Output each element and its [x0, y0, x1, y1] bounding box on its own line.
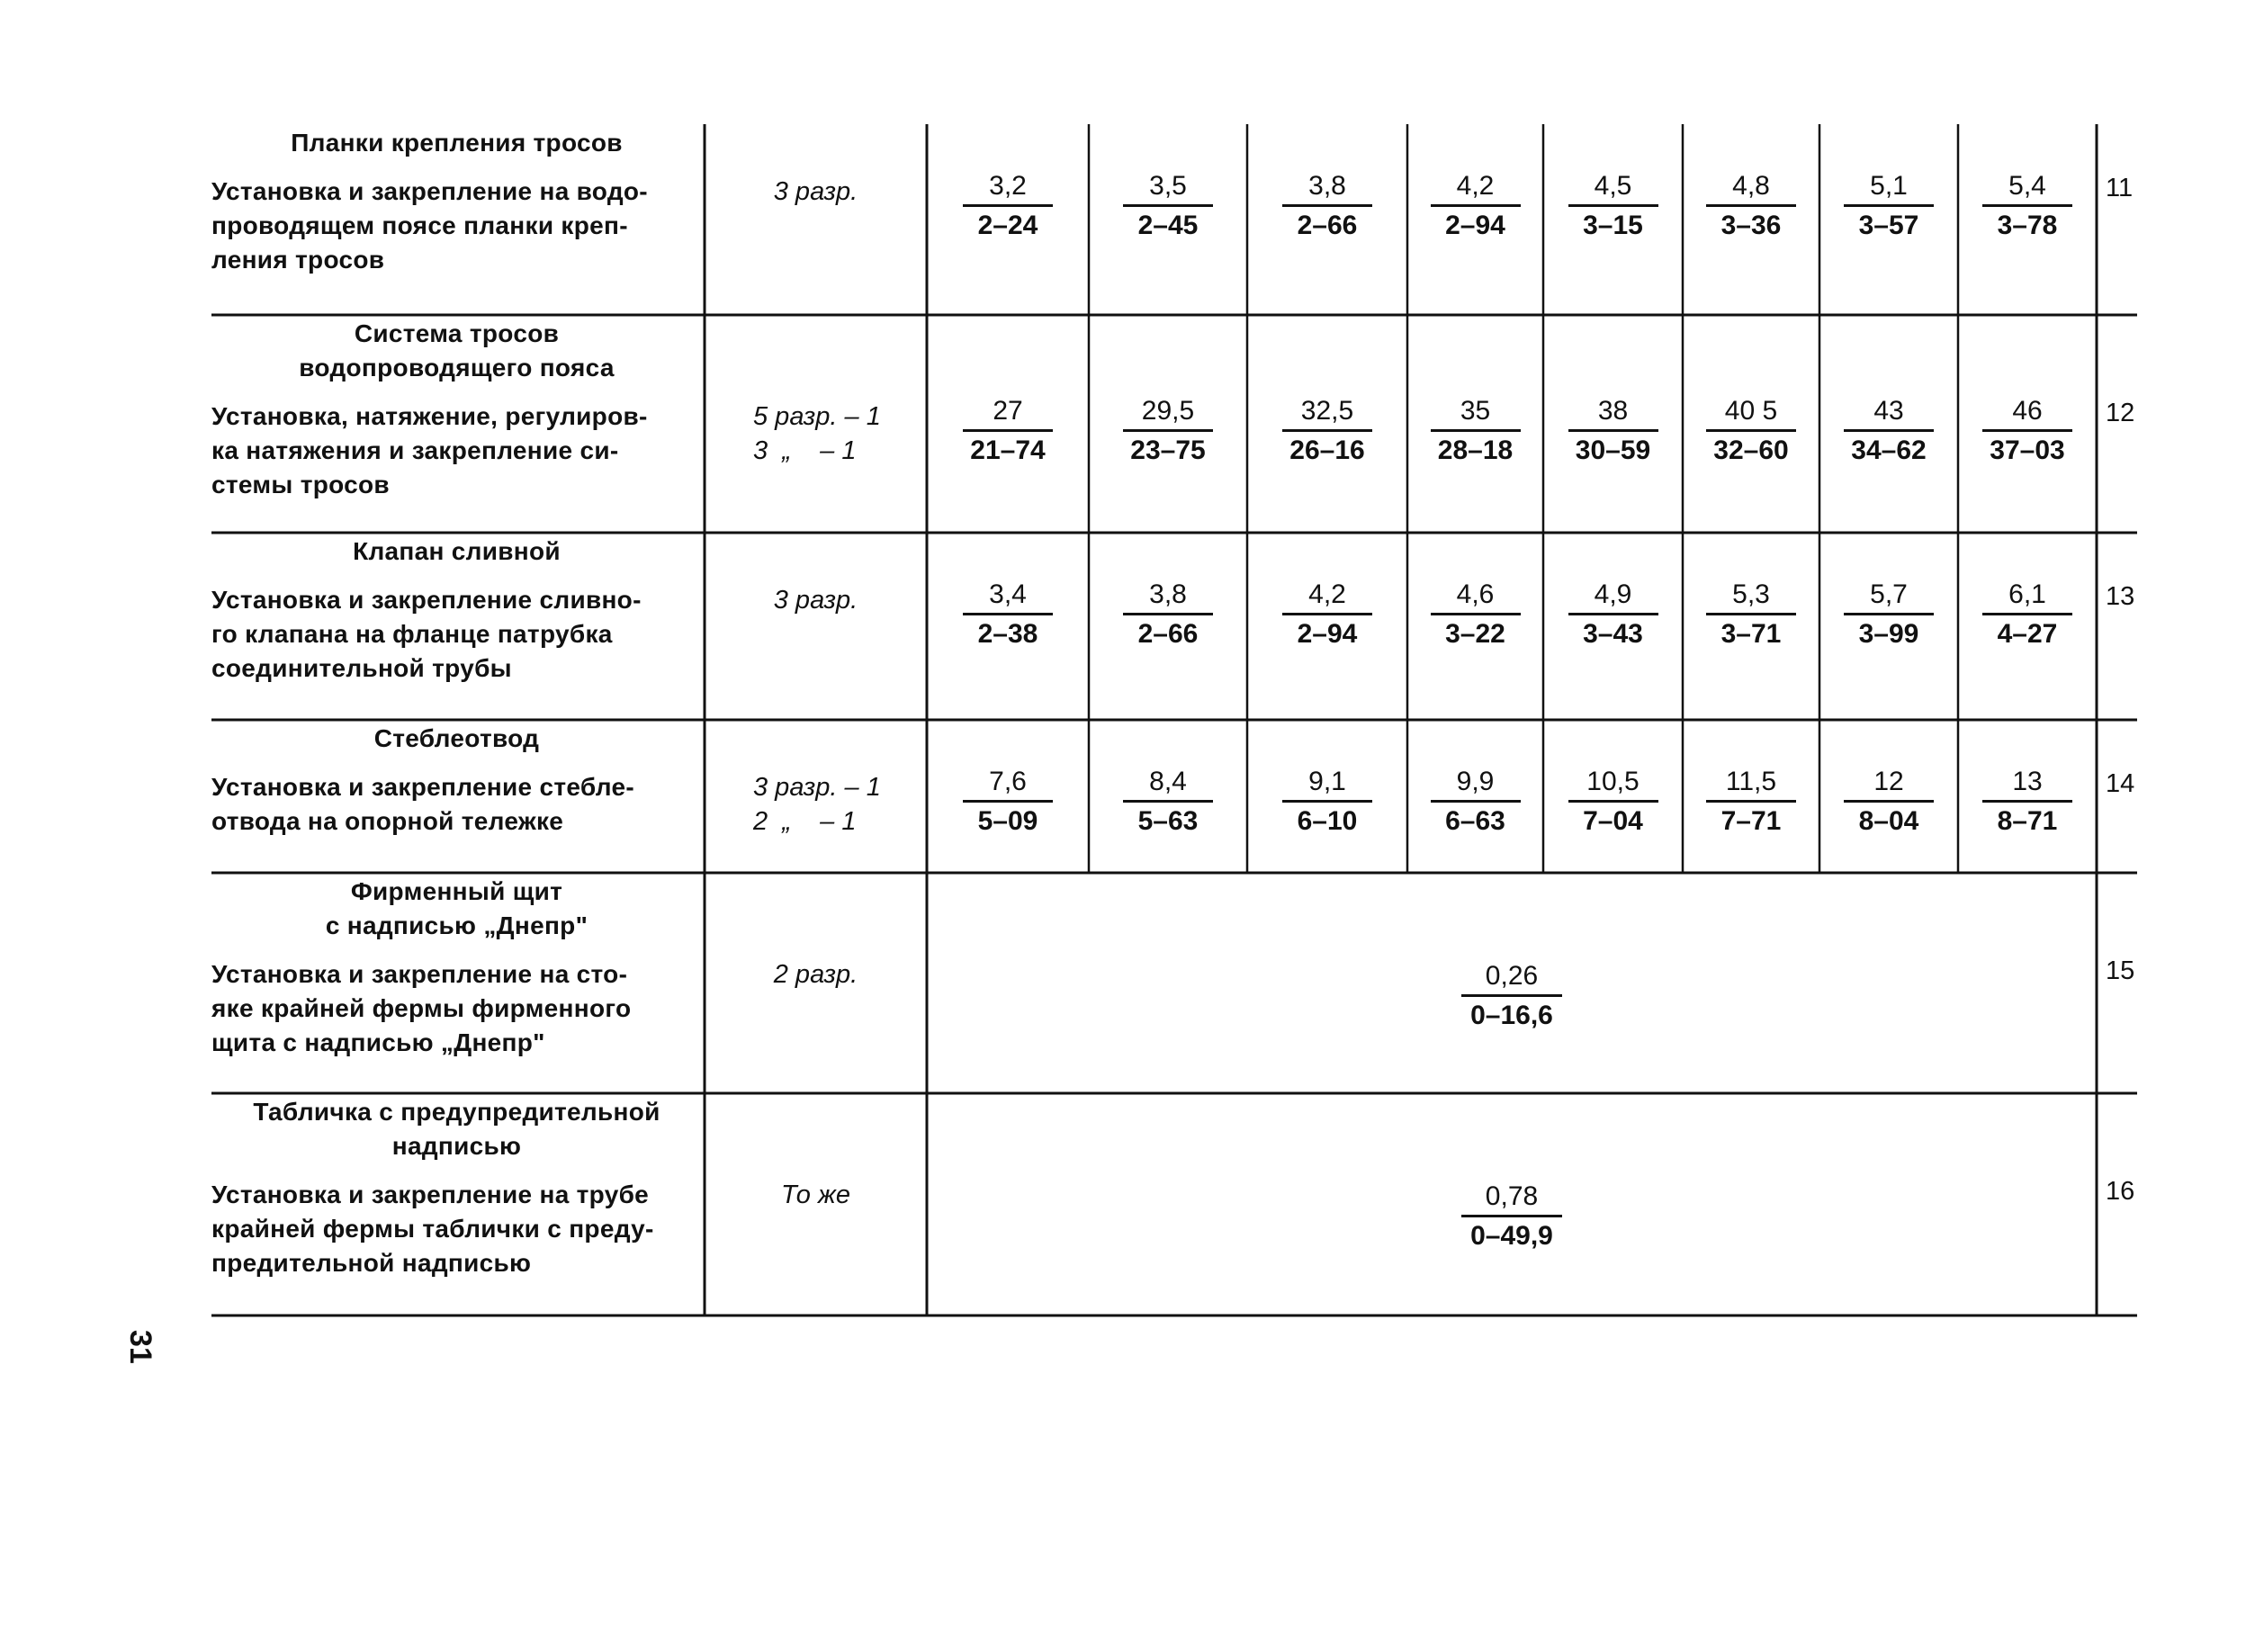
value-denominator: 3–71	[1720, 619, 1782, 649]
value-numerator: 5,4	[2008, 171, 2046, 201]
operation-description: Установка и закрепление стебле- отвода на опорной тележке	[211, 773, 634, 835]
value-cell	[1962, 579, 2093, 650]
value-cell	[1547, 171, 1679, 241]
fraction-bar	[1844, 204, 1934, 207]
fraction-bar	[1431, 204, 1521, 207]
value-cell	[1251, 171, 1404, 241]
fraction-bar	[1431, 800, 1521, 803]
section-heading: Система тросов водопроводящего пояса	[299, 319, 615, 382]
value-denominator: 28–18	[1437, 435, 1514, 465]
fraction-bar	[1461, 994, 1562, 997]
value-numerator: 35	[1460, 396, 1491, 426]
worker-rank: 5 разр. – 1 3 „ – 1	[753, 402, 881, 465]
value-numerator: 6,1	[2008, 579, 2046, 609]
value-numerator: 3,5	[1149, 171, 1187, 201]
value-cell	[1686, 767, 1816, 837]
value-cell	[1686, 579, 1816, 650]
value-denominator: 0–49,9	[1470, 1221, 1553, 1251]
fraction-bar	[1982, 613, 2072, 615]
value-cell	[1251, 767, 1404, 837]
value-denominator: 2–94	[1445, 211, 1505, 240]
value-denominator: 2–66	[1137, 619, 1199, 649]
fraction-bar	[1568, 429, 1658, 432]
value-denominator: 26–16	[1289, 435, 1365, 465]
value-denominator: 34–62	[1851, 435, 1927, 465]
fraction-bar	[963, 800, 1053, 803]
value-cell	[1092, 579, 1244, 650]
value-cell	[1547, 396, 1679, 466]
operation-description: Установка и закрепление на сто- яке крайней фермы фирменного щита с надписью „Днепр"	[211, 960, 632, 1056]
value-cell	[1251, 396, 1404, 466]
value-denominator: 2–94	[1297, 619, 1358, 649]
value-cell	[930, 396, 1085, 466]
value-numerator: 46	[2012, 396, 2043, 426]
value-denominator: 8–04	[1858, 806, 1919, 836]
value-numerator: 4,2	[1308, 579, 1346, 609]
section-heading: Клапан сливной	[353, 537, 561, 565]
value-numerator: 7,6	[989, 767, 1027, 796]
worker-rank: 3 разр.	[773, 586, 858, 615]
value-cell	[1092, 767, 1244, 837]
value-cell	[1092, 171, 1244, 241]
fraction-bar	[963, 429, 1053, 432]
value-numerator: 27	[993, 396, 1023, 426]
value-cell	[1962, 396, 2093, 466]
value-denominator: 5–63	[1137, 806, 1199, 836]
value-denominator: 37–03	[1990, 435, 2065, 465]
worker-rank: 3 разр.	[773, 177, 858, 206]
value-numerator: 4,9	[1594, 579, 1632, 609]
fraction-bar	[1461, 1215, 1562, 1217]
value-cell	[1686, 171, 1816, 241]
value-cell	[1547, 579, 1679, 650]
value-denominator: 30–59	[1575, 435, 1651, 465]
fraction-bar	[1568, 800, 1658, 803]
value-cell	[1823, 579, 1954, 650]
value-numerator: 3,2	[989, 171, 1027, 201]
value-denominator: 3–22	[1445, 619, 1505, 649]
value-denominator: 3–78	[1997, 211, 2058, 240]
operation-description: Установка и закрепление сливно- го клапана на фланце патрубка соединительной трубы	[211, 586, 642, 682]
section-heading: Стеблеотвод	[373, 724, 540, 752]
fraction-bar	[1568, 613, 1658, 615]
fraction-bar	[1844, 800, 1934, 803]
value-numerator: 3,4	[989, 579, 1027, 609]
row-number: 13	[2106, 582, 2135, 611]
value-denominator: 2–24	[977, 211, 1038, 240]
value-cell	[1411, 171, 1540, 241]
fraction-bar	[1431, 429, 1521, 432]
worker-rank: То же	[780, 1181, 851, 1209]
row-number: 12	[2106, 399, 2135, 427]
value-denominator: 23–75	[1130, 435, 1206, 465]
value-denominator: 21–74	[970, 435, 1046, 465]
value-cell	[1411, 579, 1540, 650]
worker-rank: 2 разр.	[773, 960, 858, 989]
value-numerator: 0,78	[1485, 1181, 1539, 1211]
value-cell	[930, 171, 1085, 241]
value-numerator: 40 5	[1724, 396, 1778, 426]
value-numerator: 12	[1873, 767, 1904, 796]
value-cell	[1092, 396, 1244, 466]
value-denominator: 8–71	[1997, 806, 2058, 836]
value-numerator: 3,8	[1308, 171, 1346, 201]
value-cell	[930, 767, 1085, 837]
fraction-bar	[1282, 613, 1372, 615]
fraction-bar	[1123, 204, 1213, 207]
fraction-bar	[1123, 800, 1213, 803]
row-number: 11	[2106, 174, 2134, 202]
value-numerator: 4,2	[1456, 171, 1495, 201]
operation-description: Установка и закрепление на водо- проводящем поясе планки креп- ления тросов	[211, 177, 648, 274]
value-numerator: 11,5	[1725, 767, 1777, 796]
page-number: 31	[123, 1330, 157, 1364]
value-denominator: 2–45	[1137, 211, 1199, 240]
fraction-bar	[1282, 800, 1372, 803]
value-cell	[1251, 579, 1404, 650]
merged-value-cell	[1377, 1181, 1647, 1252]
value-cell	[1962, 767, 2093, 837]
value-denominator: 6–63	[1445, 806, 1505, 836]
value-denominator: 4–27	[1997, 619, 2058, 649]
value-denominator: 5–09	[977, 806, 1038, 836]
value-numerator: 5,7	[1870, 579, 1908, 609]
value-cell	[930, 579, 1085, 650]
value-denominator: 3–36	[1720, 211, 1782, 240]
fraction-bar	[963, 204, 1053, 207]
value-denominator: 2–38	[977, 619, 1038, 649]
fraction-bar	[1982, 800, 2072, 803]
fraction-bar	[1282, 429, 1372, 432]
section-heading: Фирменный щит с надписью „Днепр"	[325, 877, 588, 939]
fraction-bar	[1282, 204, 1372, 207]
fraction-bar	[1706, 613, 1796, 615]
value-numerator: 8,4	[1149, 767, 1187, 796]
fraction-bar	[1706, 800, 1796, 803]
row-number: 14	[2106, 769, 2135, 798]
value-denominator: 7–04	[1583, 806, 1643, 836]
worker-rank: 3 разр. – 1 2 „ – 1	[753, 773, 881, 836]
fraction-bar	[1431, 613, 1521, 615]
fraction-bar	[963, 613, 1053, 615]
value-numerator: 29,5	[1141, 396, 1195, 426]
row-number: 15	[2106, 956, 2135, 985]
value-cell	[1823, 396, 1954, 466]
merged-value-cell	[1377, 961, 1647, 1031]
value-cell	[1547, 767, 1679, 837]
value-cell	[1823, 171, 1954, 241]
value-numerator: 9,9	[1456, 767, 1495, 796]
operation-description: Установка и закрепление на трубе крайней фермы таблички с преду- предительной надписью	[211, 1181, 654, 1277]
value-cell	[1411, 767, 1540, 837]
value-cell	[1823, 767, 1954, 837]
value-numerator: 4,5	[1594, 171, 1632, 201]
value-numerator: 10,5	[1586, 767, 1640, 796]
value-denominator: 3–99	[1858, 619, 1919, 649]
section-heading: Табличка с предупредительной надписью	[253, 1098, 660, 1160]
value-cell	[1411, 396, 1540, 466]
value-denominator: 6–10	[1297, 806, 1358, 836]
value-numerator: 4,8	[1732, 171, 1770, 201]
value-denominator: 3–15	[1583, 211, 1643, 240]
row-number: 16	[2106, 1177, 2135, 1206]
value-denominator: 0–16,6	[1470, 1001, 1553, 1030]
fraction-bar	[1844, 613, 1934, 615]
value-numerator: 0,26	[1485, 961, 1539, 991]
value-numerator: 4,6	[1456, 579, 1495, 609]
fraction-bar	[1568, 204, 1658, 207]
value-denominator: 7–71	[1720, 806, 1782, 836]
value-denominator: 2–66	[1297, 211, 1358, 240]
value-numerator: 43	[1873, 396, 1904, 426]
operation-description: Установка, натяжение, регулиров- ка натяжения и закрепление си- стемы тросов	[211, 402, 648, 498]
value-denominator: 3–43	[1583, 619, 1643, 649]
value-cell	[1686, 396, 1816, 466]
fraction-bar	[1982, 204, 2072, 207]
value-numerator: 32,5	[1300, 396, 1354, 426]
value-numerator: 13	[2012, 767, 2043, 796]
fraction-bar	[1123, 429, 1213, 432]
value-numerator: 5,1	[1870, 171, 1908, 201]
section-heading: Планки крепления тросов	[291, 129, 623, 157]
fraction-bar	[1844, 429, 1934, 432]
value-numerator: 9,1	[1308, 767, 1346, 796]
value-denominator: 3–57	[1858, 211, 1919, 240]
fraction-bar	[1706, 204, 1796, 207]
fraction-bar	[1706, 429, 1796, 432]
value-numerator: 3,8	[1149, 579, 1187, 609]
fraction-bar	[1982, 429, 2072, 432]
value-numerator: 38	[1597, 396, 1629, 426]
value-cell	[1962, 171, 2093, 241]
fraction-bar	[1123, 613, 1213, 615]
value-denominator: 32–60	[1713, 435, 1789, 465]
value-numerator: 5,3	[1732, 579, 1770, 609]
